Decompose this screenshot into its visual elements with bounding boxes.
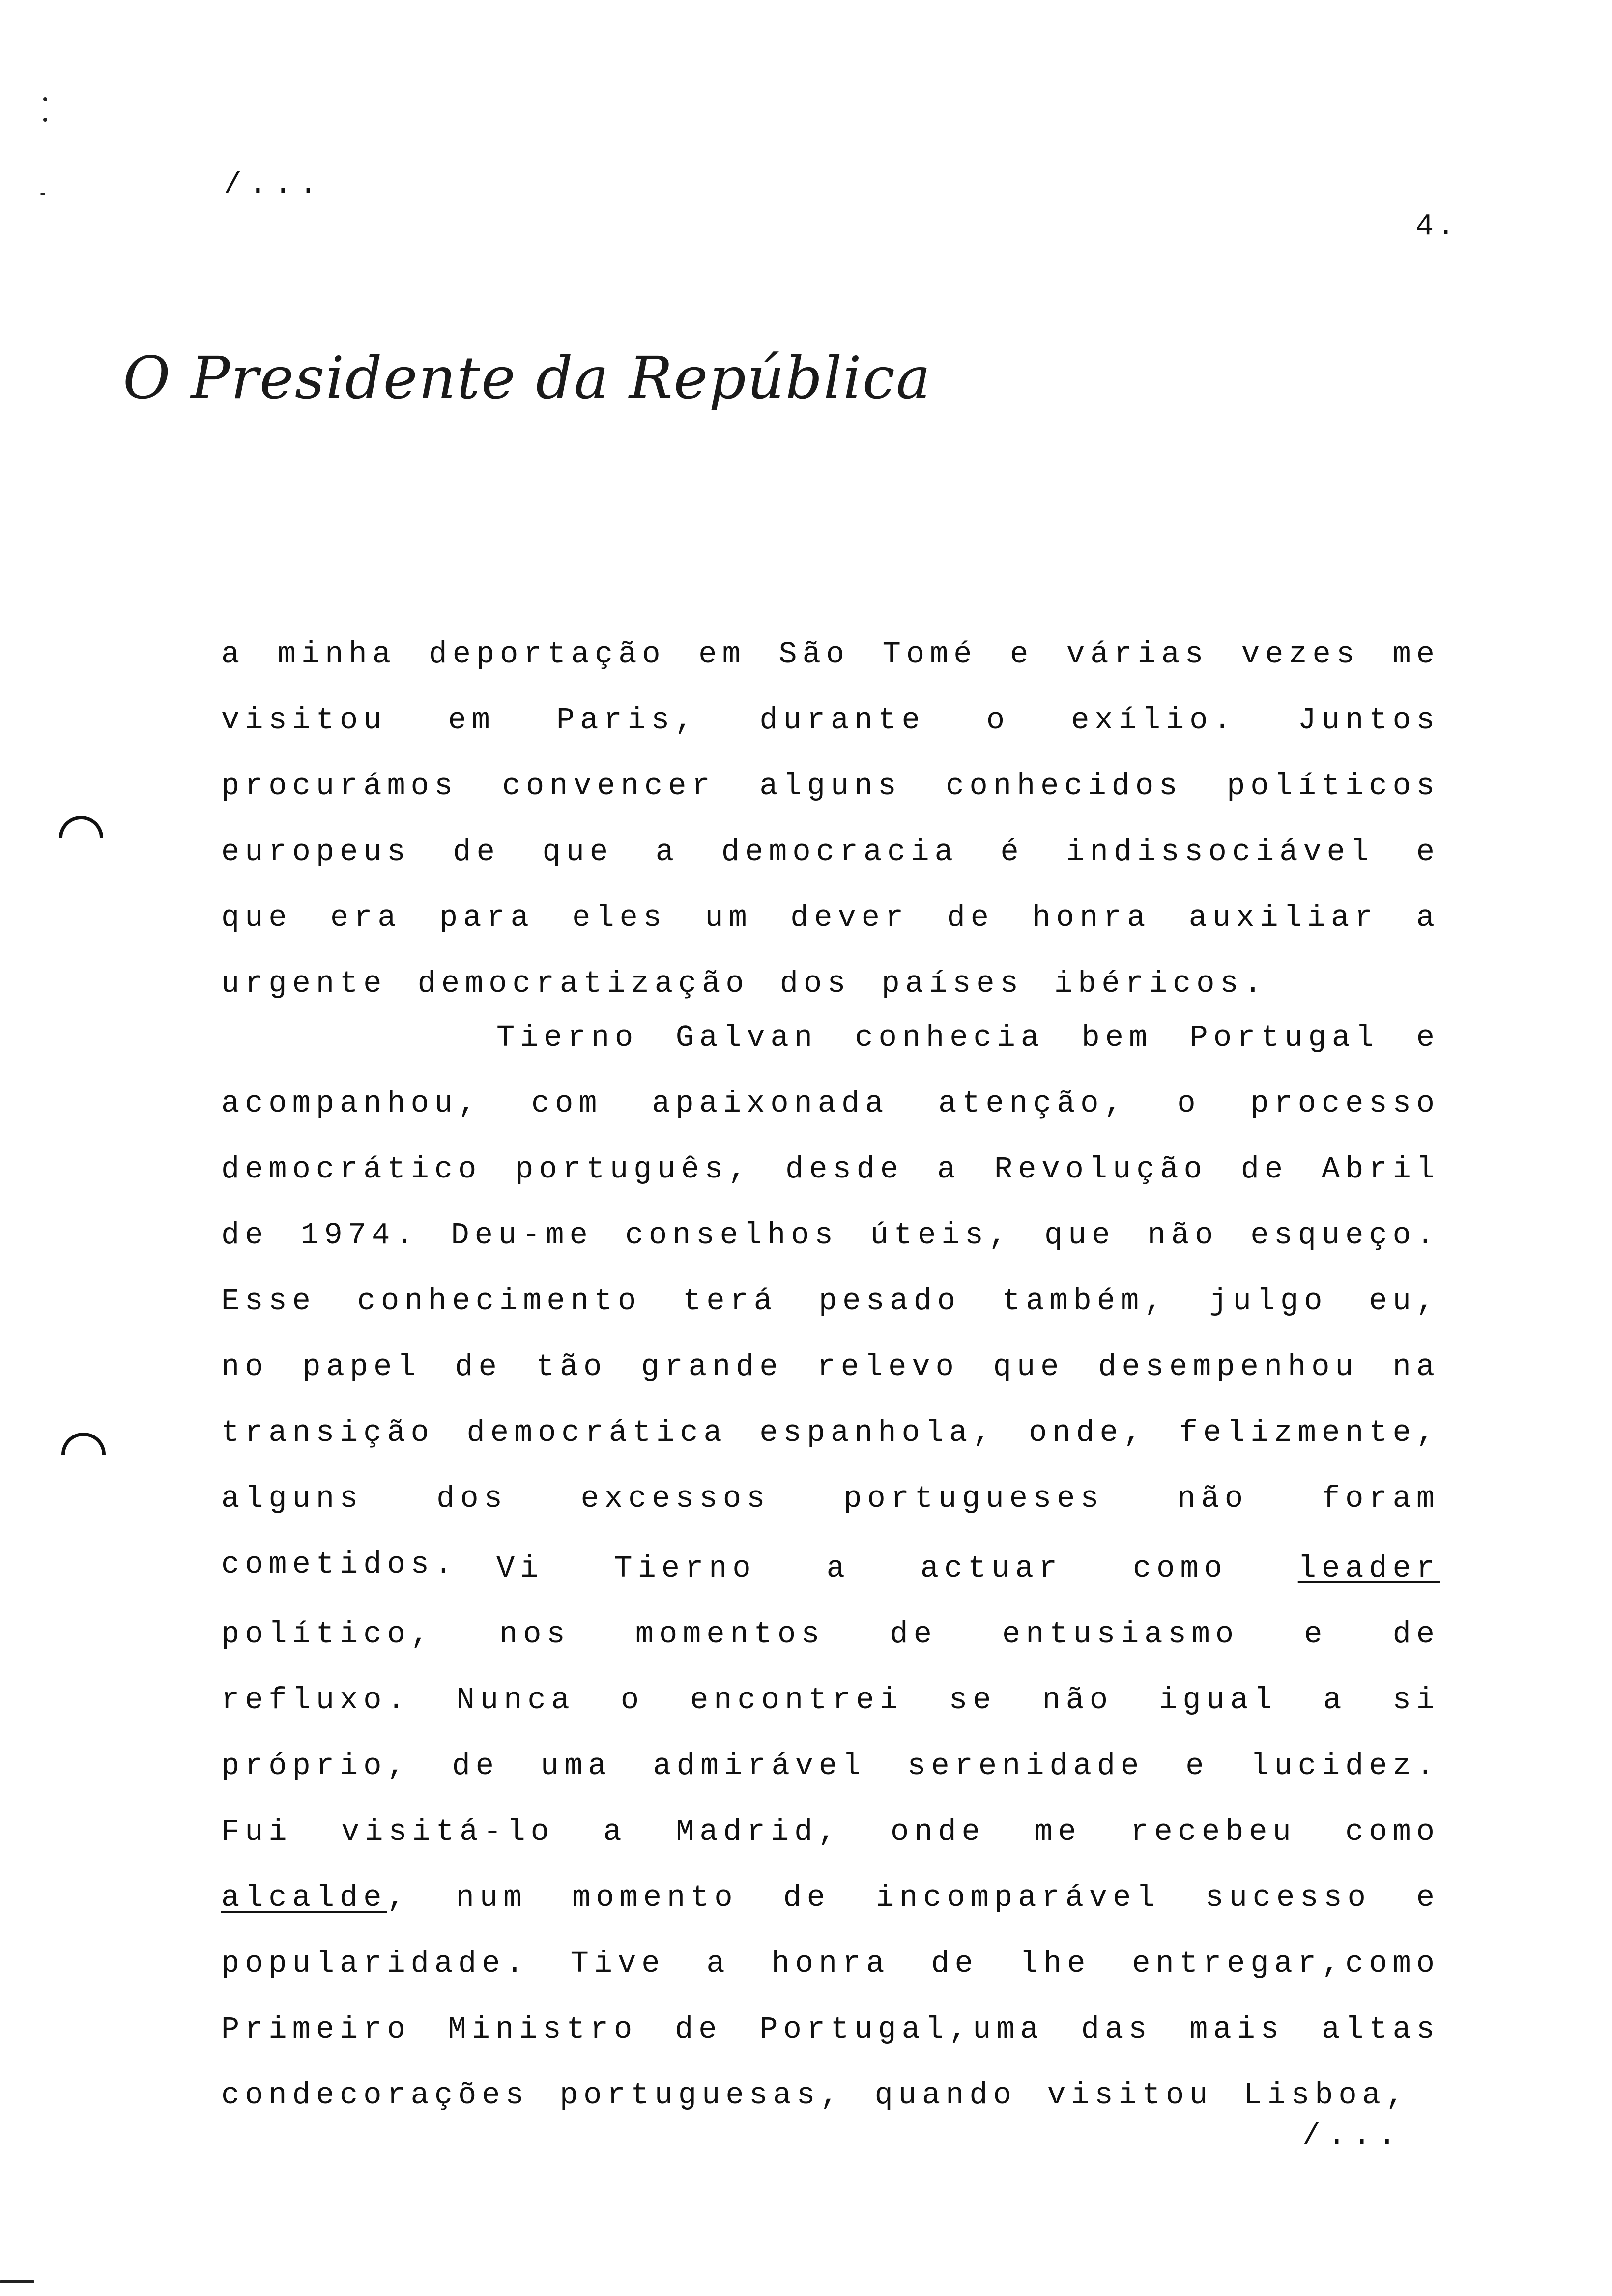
paragraph-3 xyxy=(221,1536,1440,2128)
margin-speck xyxy=(40,193,45,195)
punch-hole-mark xyxy=(59,816,103,860)
paragraph-3-text-part-3: , num momento de incomparável sucesso e popularidade. Tive a honra de lhe entregar,como Primeiro Ministro de Portugal,uma das mais altas condecorações portuguesas, quando visitou Lisboa, xyxy=(221,1880,1440,2113)
paragraph-1 xyxy=(221,622,1440,1017)
paragraph-2 xyxy=(221,1005,1440,1598)
continuation-marker-top: /... xyxy=(224,167,324,202)
continuation-marker-bottom: /... xyxy=(1302,2118,1403,2153)
paragraph-1-text: a minha deportação em São Tomé e várias vezes me visitou em Paris, durante o exílio. Juntos procurámos convencer alguns conhecidos políticos europeus de que a democracia é indissociável e que era para eles um dever de honra auxiliar a urgente democratização dos países ibéricos. xyxy=(221,637,1440,1001)
margin-speck xyxy=(43,118,47,122)
paragraph-3-text-part-2: político, nos momentos de entusiasmo e de refluxo. Nunca o encontrei se não igual a si próprio, de uma admirável serenidade e lucidez. Fui visitá-lo a Madrid, onde me recebeu como xyxy=(221,1617,1440,1849)
punch-hole-mark xyxy=(61,1433,106,1477)
underlined-word-alcalde: alcalde xyxy=(221,1880,387,1915)
page-number: 4. xyxy=(1415,209,1458,244)
margin-speck xyxy=(43,97,47,101)
margin-speck xyxy=(0,2280,34,2283)
paragraph-2-text: Tierno Galvan conhecia bem Portugal e acompanhou, com apaixonada atenção, o processo democrático português, desde a Revolução de Abril de 1974. Deu-me conselhos úteis, que não esqueço. Esse conhecimento terá pesado também, julgo eu, no papel de tão grande relevo que desempenhou na transição democrática espanhola, onde, felizmente, alguns dos excessos portugueses não foram cometidos. xyxy=(221,1020,1440,1582)
letterhead-title: O Presidente da República xyxy=(123,344,932,412)
paragraph-3-text-part-1: Vi Tierno a actuar como xyxy=(496,1551,1298,1586)
underlined-word-leader: leader xyxy=(1297,1551,1440,1586)
